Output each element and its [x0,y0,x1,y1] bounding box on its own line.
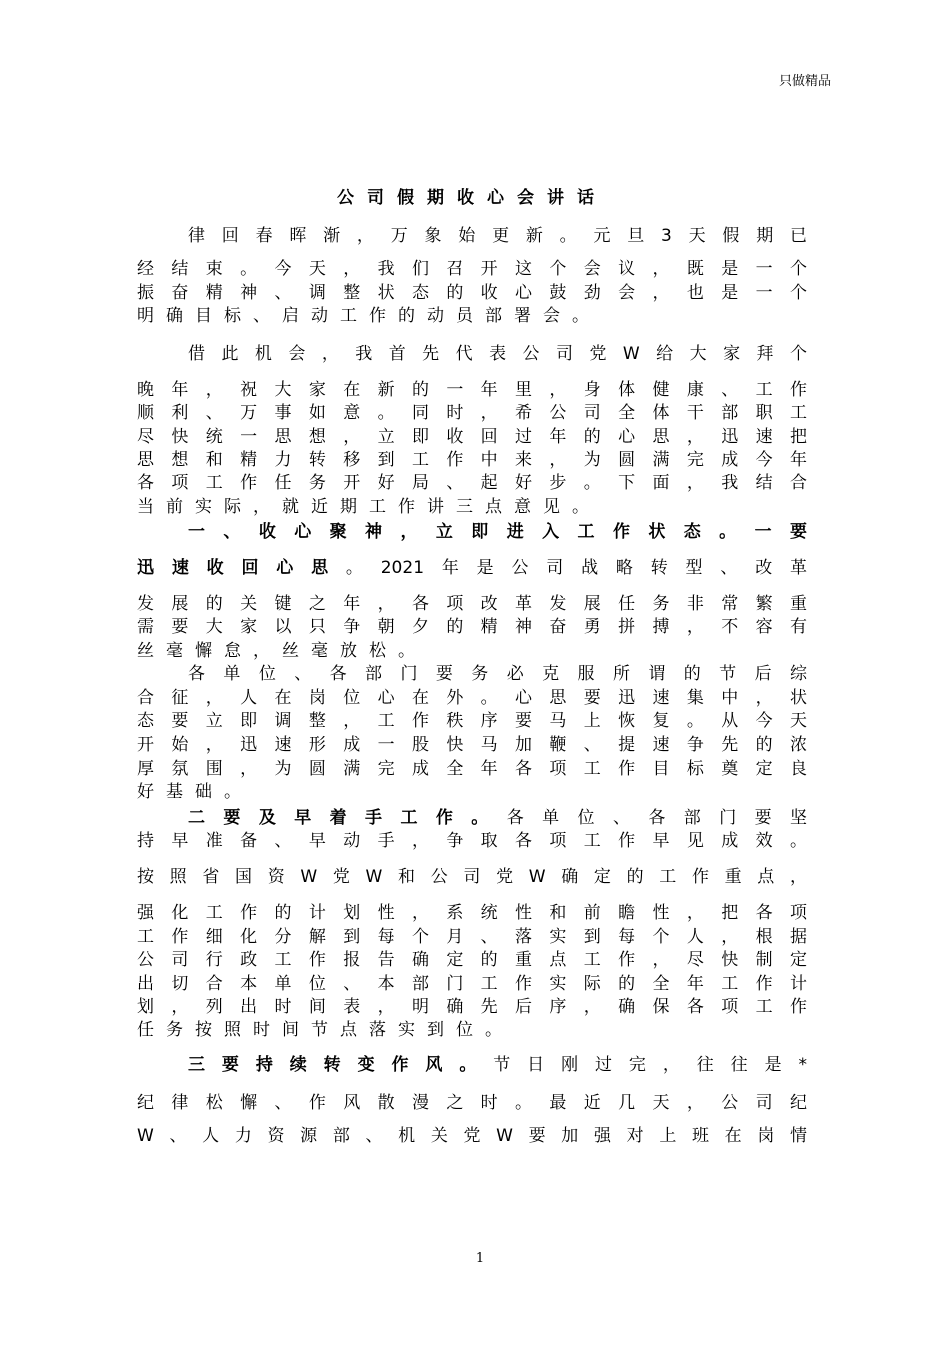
line-text: 顺利、万事如意。同时，希公司全体干部职工 [137,403,807,423]
paragraph-line [137,925,807,949]
paragraph-line [188,662,807,686]
line-text: 态要立即调整，工作秩序要马上恢复。从今天 [137,711,807,731]
line-text: W、人力资源部、机关党W要加强对上班在岗情 [137,1126,807,1146]
bold-heading-text: 二要及早着手工作。 [188,808,507,828]
paragraph-line [137,592,807,616]
line-text: 振奋精神、调整状态的收心鼓劲会，也是一个 [137,283,807,303]
line-text: 合征，人在岗位心在外。心思要迅速集中，状 [137,688,807,708]
paragraph-line [137,780,807,804]
line-text: 各单位、各部门要务必克服所谓的节后综 [188,664,807,684]
line-text: 划，列出时间表，明确先后序，确保各项工作 [137,997,807,1017]
bold-heading-text: 一、收心聚神，立即进入工作状态。一要 [188,522,807,542]
line-text: 厚氛围，为圆满完成全年各项工作目标奠定良 [137,759,807,779]
line-text: 持早准备、早动手，争取各项工作早见成效。 [137,831,807,851]
line-text: 律回春晖渐，万象始更新。元旦3天假期已 [188,226,807,246]
paragraph-line [137,304,807,328]
line-text: 丝毫懈怠，丝毫放松。 [137,641,427,661]
paragraph-line [137,639,807,663]
line-text: 思想和精力转移到工作中来，为圆满完成今年 [137,450,807,470]
page-number: 1 [475,1251,485,1266]
paragraph-line [137,901,807,925]
line-text: 出切合本单位、本部门工作实际的全年工作计 [137,974,807,994]
document-title: 公司假期收心会讲话 [337,188,607,208]
line-text: 强化工作的计划性，系统性和前瞻性，把各项 [137,903,807,923]
paragraph-line [137,1091,807,1115]
line-text: 各项工作任务开好局、起好步。下面，我结合 [137,473,807,493]
bold-heading-text: 迅速收回心思 [137,558,346,578]
line-text: 开始，迅速形成一股快马加鞭、提速争先的浓 [137,735,807,755]
paragraph-line [137,471,807,495]
line-text: 节日刚过完，往往是* [493,1055,807,1075]
line-text: 按照省国资W党W和公司党W确定的工作重点， [137,867,807,887]
paragraph-line [188,342,807,366]
paragraph-line [137,733,807,757]
bold-heading-text: 三要持续转变作风。 [188,1055,494,1075]
paragraph-line [137,829,807,853]
line-text: 任务按照时间节点落实到位。 [137,1020,514,1040]
line-text: 工作细化分解到每个月、落实到每个人，根据 [137,927,807,947]
paragraph-line [137,709,807,733]
paragraph-line [137,865,807,889]
paragraph-line [137,995,807,1019]
line-text: 尽快统一思想，立即收回过年的心思，迅速把 [137,427,807,447]
paragraph-line [137,972,807,996]
paragraph-line [188,520,807,544]
paragraph-line [137,948,807,972]
page-header: 只做精品 [778,74,831,89]
line-text: 各单位、各部门要坚 [506,808,808,828]
paragraph-line [137,615,807,639]
paragraph-line [137,556,807,580]
line-text: 明确目标、启动工作的动员部署会。 [137,306,601,326]
line-text: 经结束。今天，我们召开这个会议，既是一个 [137,259,807,279]
paragraph-line [137,378,807,402]
line-text: 需要大家以只争朝夕的精神奋勇拼搏，不容有 [137,617,807,637]
paragraph-line [137,1124,807,1148]
paragraph-line [188,806,807,830]
paragraph-line [137,495,807,519]
paragraph-line [137,257,807,281]
line-text: 纪律松懈、作风散漫之时。最近几天，公司纪 [137,1093,807,1113]
line-text: 公司行政工作报告确定的重点工作，尽快制定 [137,950,807,970]
paragraph-line [137,448,807,472]
line-text: 发展的关键之年，各项改革发展任务非常繁重 [137,594,807,614]
paragraph-line [137,757,807,781]
line-text: 借此机会，我首先代表公司党W给大家拜个 [188,344,807,364]
paragraph-line [137,425,807,449]
line-text: 好基础。 [137,782,253,802]
paragraph-line [188,1053,807,1077]
line-text: 当前实际，就近期工作讲三点意见。 [137,497,601,517]
paragraph-line [137,401,807,425]
paragraph-line [137,686,807,710]
paragraph-line [188,224,807,248]
paragraph-line [137,1018,807,1042]
line-text: 。2021年是公司战略转型、改革 [345,558,808,578]
paragraph-line [137,281,807,305]
line-text: 晚年，祝大家在新的一年里，身体健康、工作 [137,380,807,400]
